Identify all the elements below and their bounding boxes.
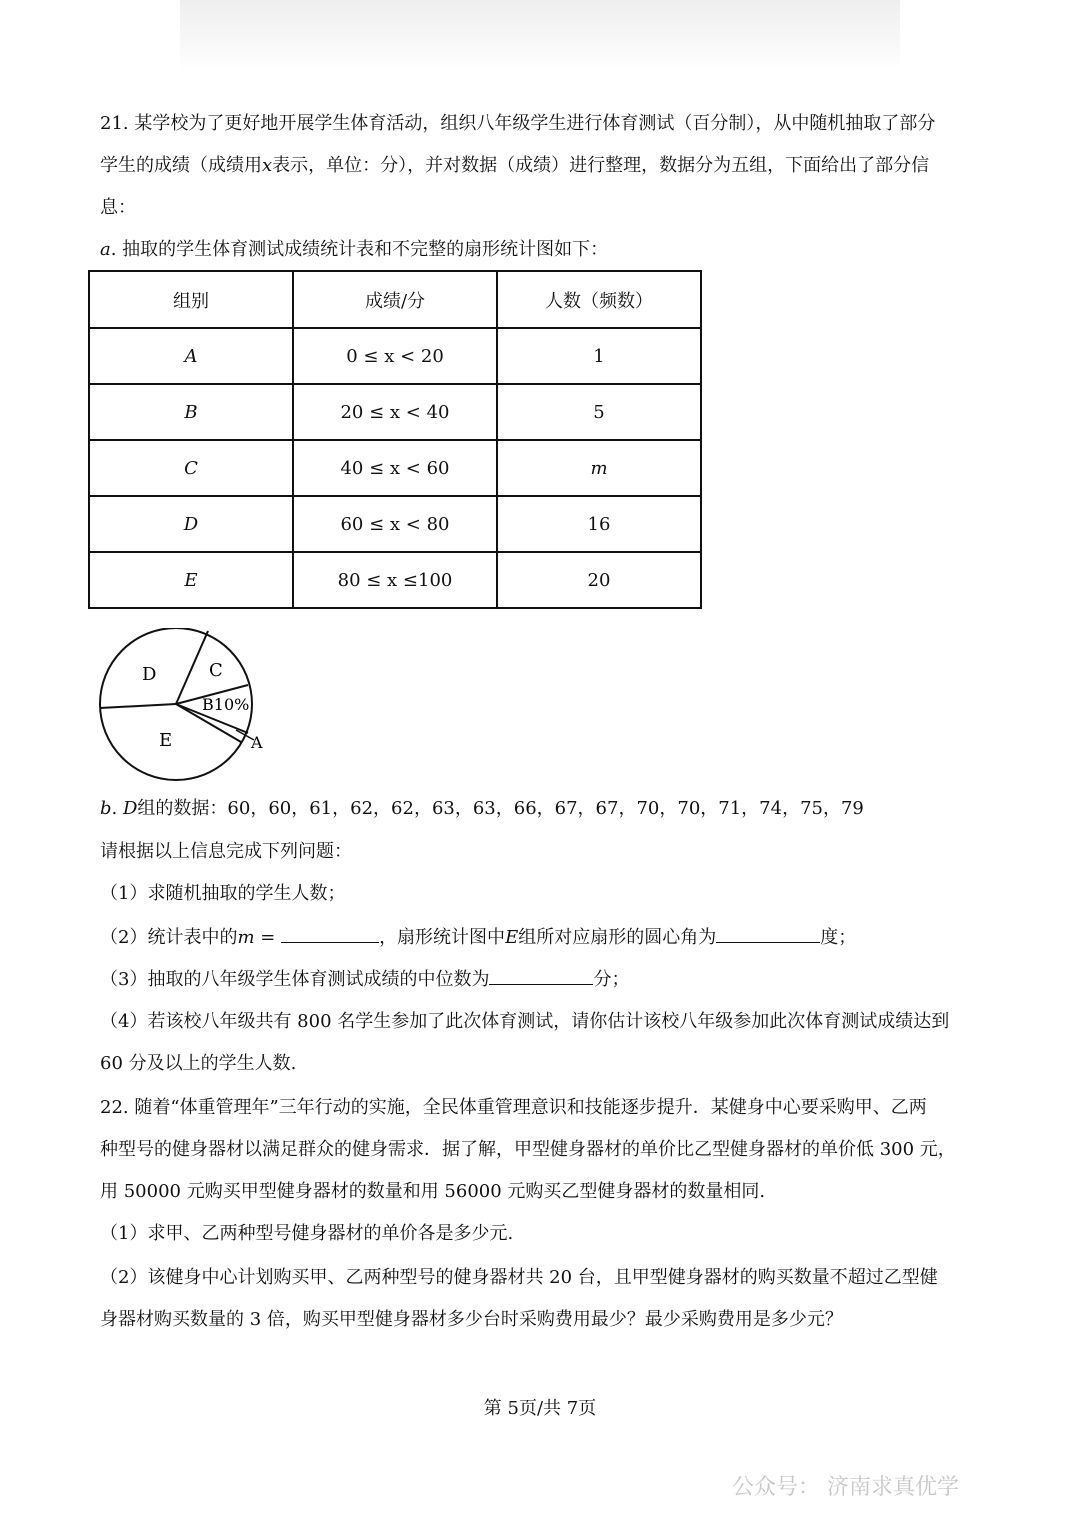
q21-sub-2-e: E <box>505 927 519 948</box>
answer-blank-angle[interactable] <box>716 924 820 943</box>
cell-count: m <box>497 440 701 496</box>
scan-shadow <box>180 0 900 70</box>
q21-line-1: 21. 某学校为了更好地开展学生体育活动，组织八年级学生进行体育测试（百分制），从中随机抽取了部分 <box>100 113 936 134</box>
table-row <box>89 552 701 608</box>
answer-blank-median[interactable] <box>489 966 593 985</box>
pie-label-e: E <box>159 730 173 751</box>
q21-part-a <box>100 238 608 262</box>
q21-sub-2-m: m <box>237 927 255 948</box>
cell-range: 0 ≤ x < 20 <box>293 328 497 384</box>
pie-divider-e-d <box>100 704 176 708</box>
q21-sub-2 <box>100 924 856 950</box>
cell-group: D <box>89 496 293 552</box>
q21-part-b-text: 组的数据：60，60，61，62，62，63，63，66，67，67，70，70，71，74，75，79 <box>137 798 864 819</box>
q22-sub-1: （1）求甲、乙两种型号健身器材的单价各是多少元. <box>100 1223 514 1244</box>
q21-part-b-label: b <box>100 798 112 819</box>
pie-divider-d-c <box>176 631 208 704</box>
q22-line-3: 用 50000 元购买甲型健身器材的数量和用 56000 元购买乙型健身器材的数量相同. <box>100 1181 766 1202</box>
pie-chart <box>96 628 286 788</box>
header-score: 成绩/分 <box>293 271 497 328</box>
q21-instruction: 请根据以上信息完成下列问题： <box>100 841 352 862</box>
pie-label-c: C <box>209 660 223 681</box>
q21-part-a-text: . 抽取的学生体育测试成绩统计表和不完整的扇形统计图如下： <box>110 239 609 260</box>
pie-label-a: A <box>251 733 263 752</box>
table-row <box>89 328 701 384</box>
cell-count: 5 <box>497 384 701 440</box>
watermark: 公众号： 济南求真优学 <box>732 1475 959 1500</box>
q21-sub-1: （1）求随机抽取的学生人数； <box>100 883 346 904</box>
q21-sub-4-line-2: 60 分及以上的学生人数. <box>100 1053 297 1074</box>
score-table <box>88 270 702 609</box>
q21-variable-x: x <box>262 155 273 176</box>
answer-blank-m[interactable] <box>281 924 379 943</box>
table-row <box>89 440 701 496</box>
q21-sub-2-b: ，扇形统计图中 <box>379 927 506 948</box>
q21-line-2 <box>100 154 929 178</box>
q21-sub-2-c: 组所对应扇形的圆心角为 <box>518 927 717 948</box>
q21-sub-3-a: （3）抽取的八年级学生体育测试成绩的中位数为 <box>100 969 490 990</box>
q21-line-2-b: 表示，单位：分），并对数据（成绩）进行整理，数据分为五组，下面给出了部分信 <box>272 155 930 176</box>
q22-line-2: 种型号的健身器材以满足群众的健身需求．据了解，甲型健身器材的单价比乙型健身器材的单价低 300 元， <box>100 1139 956 1160</box>
cell-count: 20 <box>497 552 701 608</box>
cell-range: 20 ≤ x < 40 <box>293 384 497 440</box>
q22-sub-2-line-1: （2）该健身中心计划购买甲、乙两种型号的健身器材共 20 台，且甲型健身器材的购买数量不超过乙型健 <box>100 1267 938 1288</box>
cell-range: 80 ≤ x ≤100 <box>293 552 497 608</box>
q21-sub-3 <box>100 966 629 992</box>
q21-line-2-a: 学生的成绩（成绩用 <box>100 155 262 176</box>
cell-count: 16 <box>497 496 701 552</box>
q21-sub-2-d: 度； <box>820 927 857 948</box>
cell-count: 1 <box>497 328 701 384</box>
q21-part-a-label: a <box>100 239 111 260</box>
cell-group: B <box>89 384 293 440</box>
page-number: 第 5页/共 7页 <box>483 1398 597 1419</box>
q21-line-3: 息： <box>100 197 136 218</box>
q21-part-b: b. D组的数据：60，60，61，62，62，63，63，66，67，67，70，70，71，74，75，79 <box>100 798 864 819</box>
cell-group: E <box>89 552 293 608</box>
q21-sub-4-line-1: （4）若该校八年级共有 800 名学生参加了此次体育测试，请你估计该校八年级参加此次体育测试成绩达到 <box>100 1011 950 1032</box>
table-row <box>89 384 701 440</box>
pie-chart-svg <box>96 628 286 788</box>
q21-sub-2-a: （2）统计表中的 <box>100 927 238 948</box>
cell-range: 60 ≤ x < 80 <box>293 496 497 552</box>
table-row <box>89 496 701 552</box>
q21-part-b-group: D <box>122 798 138 819</box>
q22-sub-2-line-2: 身器材购买数量的 3 倍，购买甲型健身器材多少台时采购费用最少？最少采购费用是多少元？ <box>100 1309 843 1330</box>
header-group: 组别 <box>89 271 293 328</box>
cell-group: C <box>89 440 293 496</box>
q22-line-1: 22. 随着“体重管理年”三年行动的实施，全民体重管理意识和技能逐步提升．某健身中心要采购甲、乙两 <box>100 1097 927 1118</box>
q21-sub-2-eq: = <box>254 927 282 948</box>
score-table-header <box>89 271 701 328</box>
pie-label-d: D <box>142 664 157 685</box>
cell-group: A <box>89 328 293 384</box>
q21-sub-3-b: 分； <box>593 969 630 990</box>
cell-range: 40 ≤ x < 60 <box>293 440 497 496</box>
pie-label-b: B10% <box>202 695 250 714</box>
header-count: 人数（频数） <box>497 271 701 328</box>
